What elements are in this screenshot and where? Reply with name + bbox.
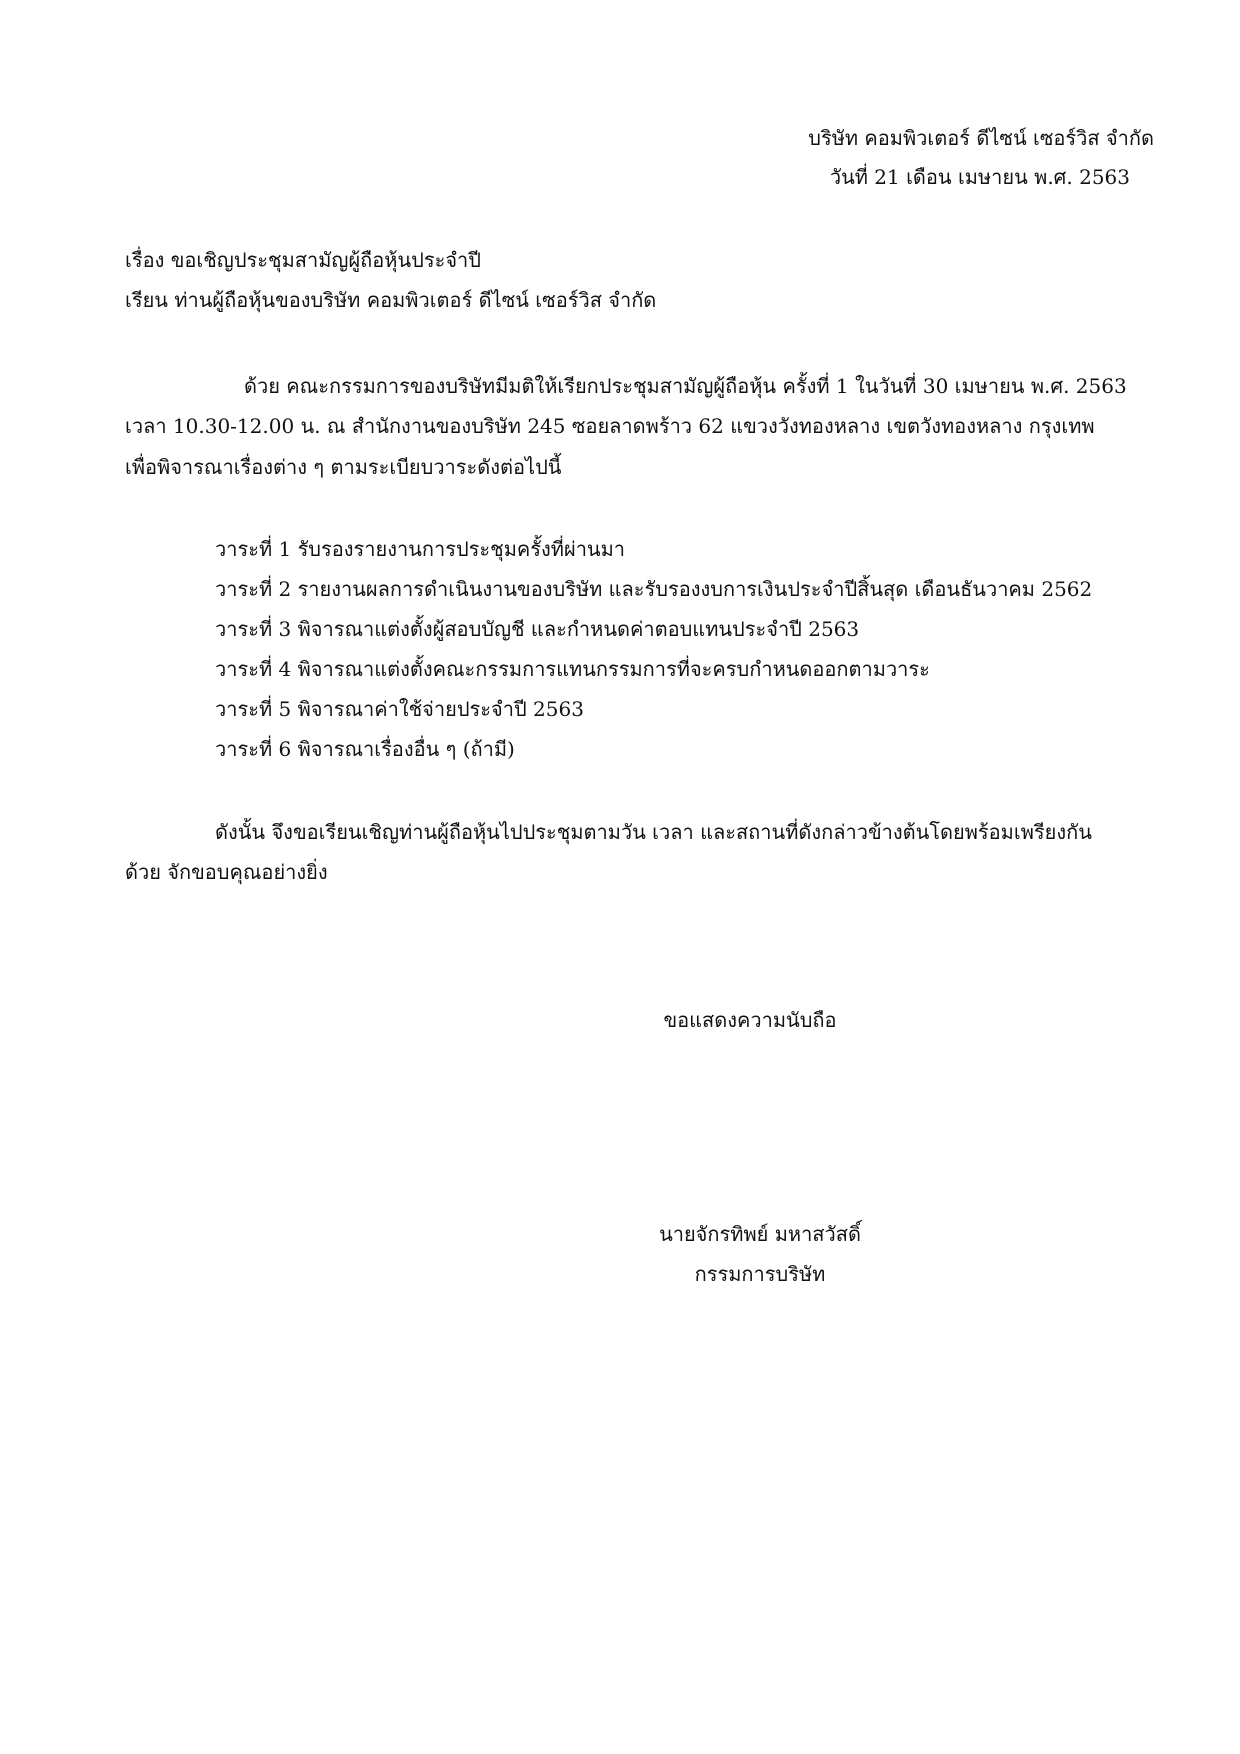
company-name: บริษัท คอมพิวเตอร์ ดีไซน์ เซอร์วิส จำกัด [808, 126, 1154, 150]
closing-line-2: ด้วย จักขอบคุณอย่างยิ่ง [125, 860, 328, 884]
closing-line-1: ดังนั้น จึงขอเรียนเชิญท่านผู้ถือหุ้นไปประชุมตามวัน เวลา และสถานที่ดังกล่าวข้างต้นโดยพร้อมเพรียงกัน [215, 820, 1092, 844]
signer-name: นายจักรทิพย์ มหาสวัสดิ์ [659, 1222, 861, 1246]
letter-subject: เรื่อง ขอเชิญประชุมสามัญผู้ถือหุ้นประจำปี [125, 248, 481, 272]
agenda-item-1: วาระที่ 1 รับรองรายงานการประชุมครั้งที่ผ่านมา [215, 537, 626, 561]
intro-line-3: เพื่อพิจารณาเรื่องต่าง ๆ ตามระเบียบวาระดังต่อไปนี้ [125, 455, 562, 479]
regards-line: ขอแสดงความนับถือ [663, 1008, 837, 1032]
agenda-item-3: วาระที่ 3 พิจารณาแต่งตั้งผู้สอบบัญชี และกำหนดค่าตอบแทนประจำปี 2563 [215, 617, 860, 641]
letter-recipient: เรียน ท่านผู้ถือหุ้นของบริษัท คอมพิวเตอร์ ดีไซน์ เซอร์วิส จำกัด [125, 288, 657, 312]
intro-line-1: ด้วย คณะกรรมการของบริษัทมีมติให้เรียกประชุมสามัญผู้ถือหุ้น ครั้งที่ 1 ในวันที่ 30 เมษายน พ.ศ. 2563 [244, 374, 1127, 398]
agenda-item-6: วาระที่ 6 พิจารณาเรื่องอื่น ๆ (ถ้ามี) [215, 737, 515, 761]
signer-title: กรรมการบริษัท [694, 1262, 826, 1286]
letter-date: วันที่ 21 เดือน เมษายน พ.ศ. 2563 [829, 165, 1130, 189]
agenda-item-5: วาระที่ 5 พิจารณาค่าใช้จ่ายประจำปี 2563 [215, 697, 584, 721]
intro-line-2: เวลา 10.30-12.00 น. ณ สำนักงานของบริษัท 245 ซอยลาดพร้าว 62 แขวงวังทองหลาง เขตวังทองหลาง กรุงเทพ [125, 414, 1095, 438]
agenda-item-4: วาระที่ 4 พิจารณาแต่งตั้งคณะกรรมการแทนกรรมการที่จะครบกำหนดออกตามวาระ [215, 657, 930, 681]
agenda-item-2: วาระที่ 2 รายงานผลการดำเนินงานของบริษัท และรับรองงบการเงินประจำปีสิ้นสุด เดือนธันวาคม 2562 [215, 577, 1093, 601]
